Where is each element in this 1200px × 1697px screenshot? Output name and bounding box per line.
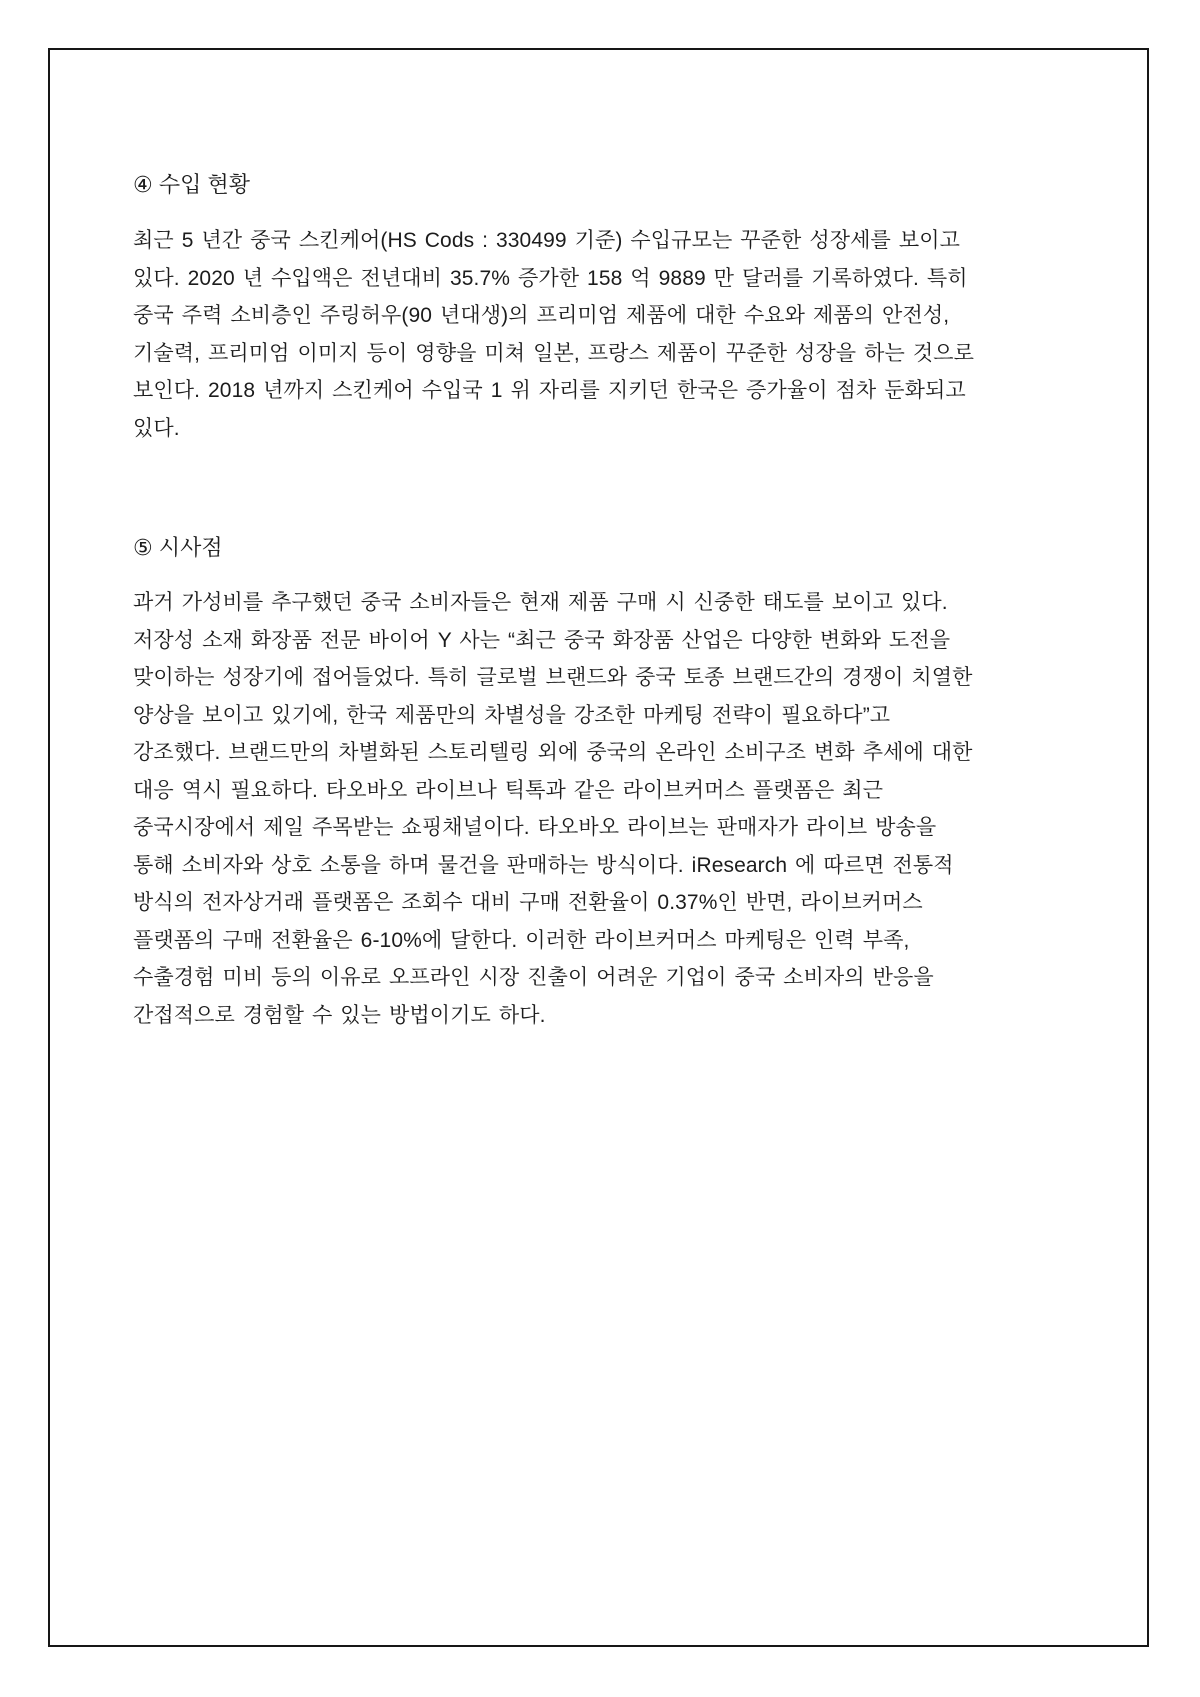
paragraph-line: 과거 가성비를 추구했던 중국 소비자들은 현재 제품 구매 시 신중한 태도를 보이고 있다. [133, 591, 948, 614]
paragraph-line: 있다. [133, 416, 180, 440]
paragraph-line: 맞이하는 성장기에 접어들었다. 특히 글로벌 브랜드와 중국 토종 브랜드간의 경쟁이 치열한 [133, 666, 973, 689]
paragraph-line: 수출경험 미비 등의 이유로 오프라인 시장 진출이 어려운 기업이 중국 소비자의 반응을 [133, 966, 934, 989]
paragraph-line: 저장성 소재 화장품 전문 바이어 Y 사는 “최근 중국 화장품 산업은 다양한 변화와 도전을 [133, 628, 951, 652]
paragraph-line: 최근 5 년간 중국 스킨케어(HS Cods : 330499 기준) 수입규모는 꾸준한 성장세를 보이고 [133, 229, 961, 252]
paragraph-line: 보인다. 2018 년까지 스킨케어 수입국 1 위 자리를 지키던 한국은 증가율이 점차 둔화되고 [133, 379, 966, 402]
section-heading-implications: ⑤ 시사점 [133, 535, 223, 560]
paragraph-line: 대응 역시 필요하다. 타오바오 라이브나 틱톡과 같은 라이브커머스 플랫폼은 최근 [133, 778, 884, 802]
paragraph-line: 강조했다. 브랜드만의 차별화된 스토리텔링 외에 중국의 온라인 소비구조 변화 추세에 대한 [133, 741, 973, 764]
paragraph-implications [133, 584, 1077, 1034]
document-page [48, 48, 1149, 1647]
paragraph-line: 방식의 전자상거래 플랫폼은 조회수 대비 구매 전환율이 0.37%인 반면, 라이브커머스 [133, 891, 923, 914]
section-heading-import-status: ④ 수입 현황 [133, 172, 250, 197]
paragraph-line: 간접적으로 경험할 수 있는 방법이기도 하다. [133, 1003, 546, 1027]
document-content [50, 50, 1147, 1034]
paragraph-line: 기술력, 프리미엄 이미지 등이 영향을 미쳐 일본, 프랑스 제품이 꾸준한 성장을 하는 것으로 [133, 341, 974, 365]
paragraph-import-status [133, 222, 1077, 447]
paragraph-line: 중국시장에서 제일 주목받는 쇼핑채널이다. 타오바오 라이브는 판매자가 라이브 방송을 [133, 816, 937, 839]
paragraph-line: 통해 소비자와 상호 소통을 하며 물건을 판매하는 방식이다. iResearch 에 따르면 전통적 [133, 853, 954, 877]
paragraph-line: 플랫폼의 구매 전환율은 6-10%에 달한다. 이러한 라이브커머스 마케팅은 인력 부족, [133, 928, 910, 952]
paragraph-line: 있다. 2020 년 수입액은 전년대비 35.7% 증가한 158 억 9889 만 달러를 기록하였다. 특히 [133, 266, 968, 290]
section-import-status [133, 170, 1077, 447]
section-implications [133, 533, 1077, 1034]
paragraph-line: 중국 주력 소비층인 주링허우(90 년대생)의 프리미엄 제품에 대한 수요와 제품의 안전성, [133, 304, 950, 327]
paragraph-line: 양상을 보이고 있기에, 한국 제품만의 차별성을 강조한 마케팅 전략이 필요하다”고 [133, 703, 891, 727]
